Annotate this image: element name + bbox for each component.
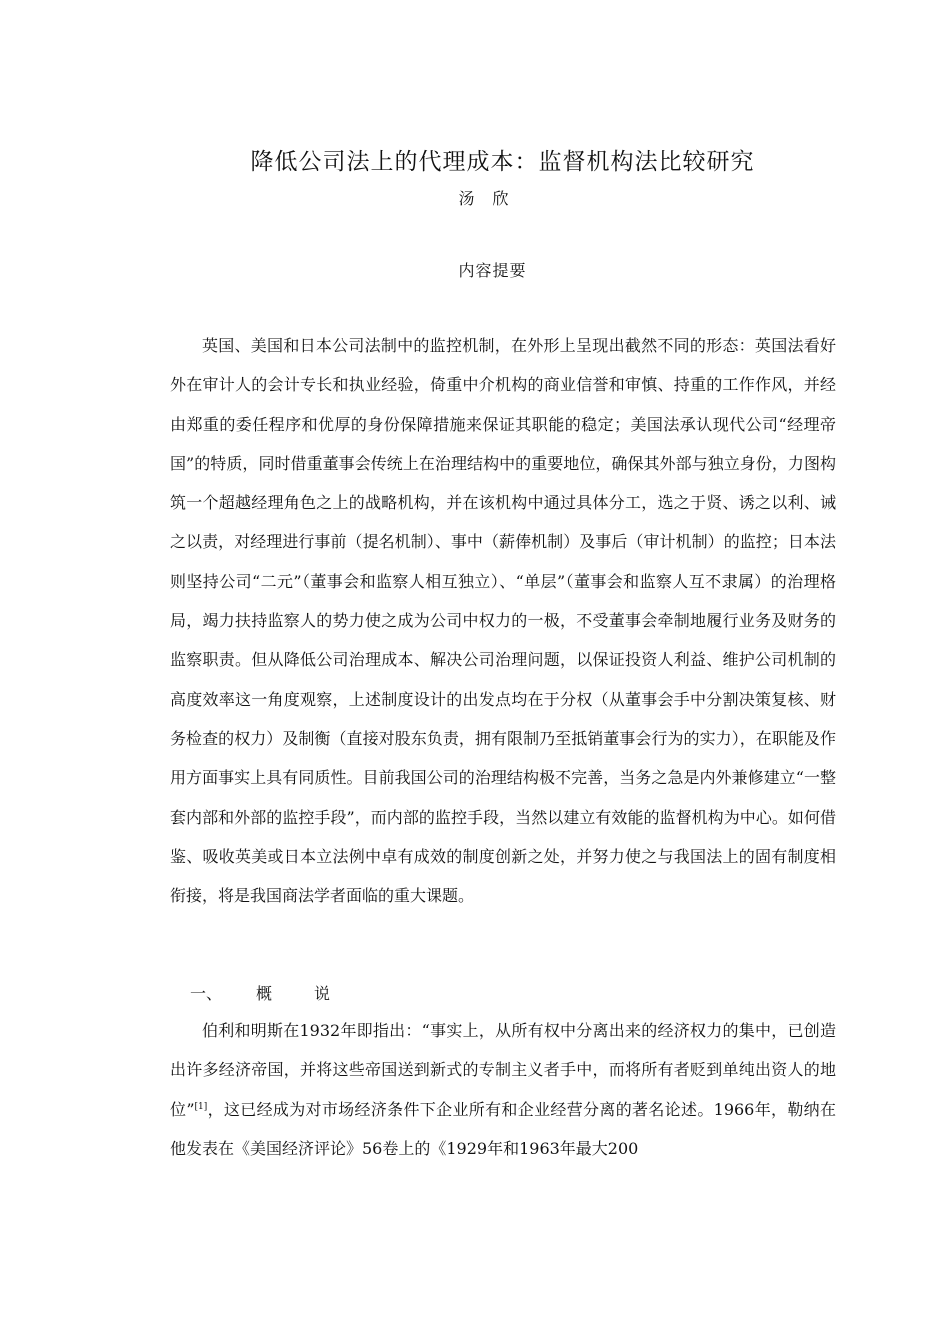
intro-paragraph bbox=[170, 1011, 836, 1168]
section-number: 一、 bbox=[190, 984, 223, 1003]
intro-text: 伯利和明斯在1932年即指出：“事实上，从所有权中分离出来的经济权力的集中，已创造出许多经济帝国，并将这些帝国送到新式的专制主义者手中，而将所有者贬到单纯出资人的地位” bbox=[170, 1021, 836, 1119]
author-name: 汤欣 bbox=[458, 189, 527, 208]
abstract-paragraph: 英国、美国和日本公司法制中的监控机制，在外形上呈现出截然不同的形态：英国法看好外在审计人的会计专长和执业经验，倚重中介机构的商业信誉和审慎、持重的工作作风，并经由郑重的委任程序和优厚的身份保障措施来保证其职能的稳定；美国法承认现代公司“经理帝国”的特质，同时借重董事会传统上在治理结构中的重要地位，确保其外部与独立身份，力图构筑一个超越经理角色之上的战略机构，并在该机构中通过具体分工，选之于贤、诱之以利、诫之以责，对经理进行事前（提名机制）、事中（薪俸机制）及事后（审计机制）的监控；日本法则坚持公司“二元”（董事会和监察人相互独立）、“单层”（董事会和监察人互不隶属）的治理格局，竭力扶持监察人的势力使之成为公司中权力的一极，不受董事会牵制地履行业务及财务的监察职责。但从降低公司治理成本、解决公司治理问题，以保证投资人利益、维护公司机制的高度效率这一角度观察，上述制度设计的出发点均在于分权（从董事会手中分割决策复核、财务检查的权力）及制衡（直接对股东负责，拥有限制乃至抵销董事会行为的实力），在职能及作用方面事实上具有同质性。目前我国公司的治理结构极不完善，当务之急是内外兼修建立“一整套内部和外部的监控手段”，而内部的监控手段，当然以建立有效能的监督机构为中心。如何借鉴、吸收英美或日本立法例中卓有成效的制度创新之处，并努力使之与我国法上的固有制度相衔接，将是我国商法学者面临的重大课题。 bbox=[170, 336, 836, 906]
abstract-heading: 内容提要 bbox=[458, 261, 527, 280]
section-title-char: 说 bbox=[314, 984, 331, 1003]
section-heading bbox=[190, 982, 330, 1006]
intro-text-continued: ，这已经成为对市场经济条件下企业所有和企业经营分离的著名论述。1966年，勒纳在他发表在《美国经济评论》56卷上的《1929年和1963年最大200 bbox=[170, 1099, 836, 1158]
footnote-reference[interactable]: [1] bbox=[194, 1101, 208, 1112]
section-title-char: 概 bbox=[256, 984, 273, 1003]
paper-title: 降低公司法上的代理成本：监督机构法比较研究 bbox=[250, 149, 755, 175]
